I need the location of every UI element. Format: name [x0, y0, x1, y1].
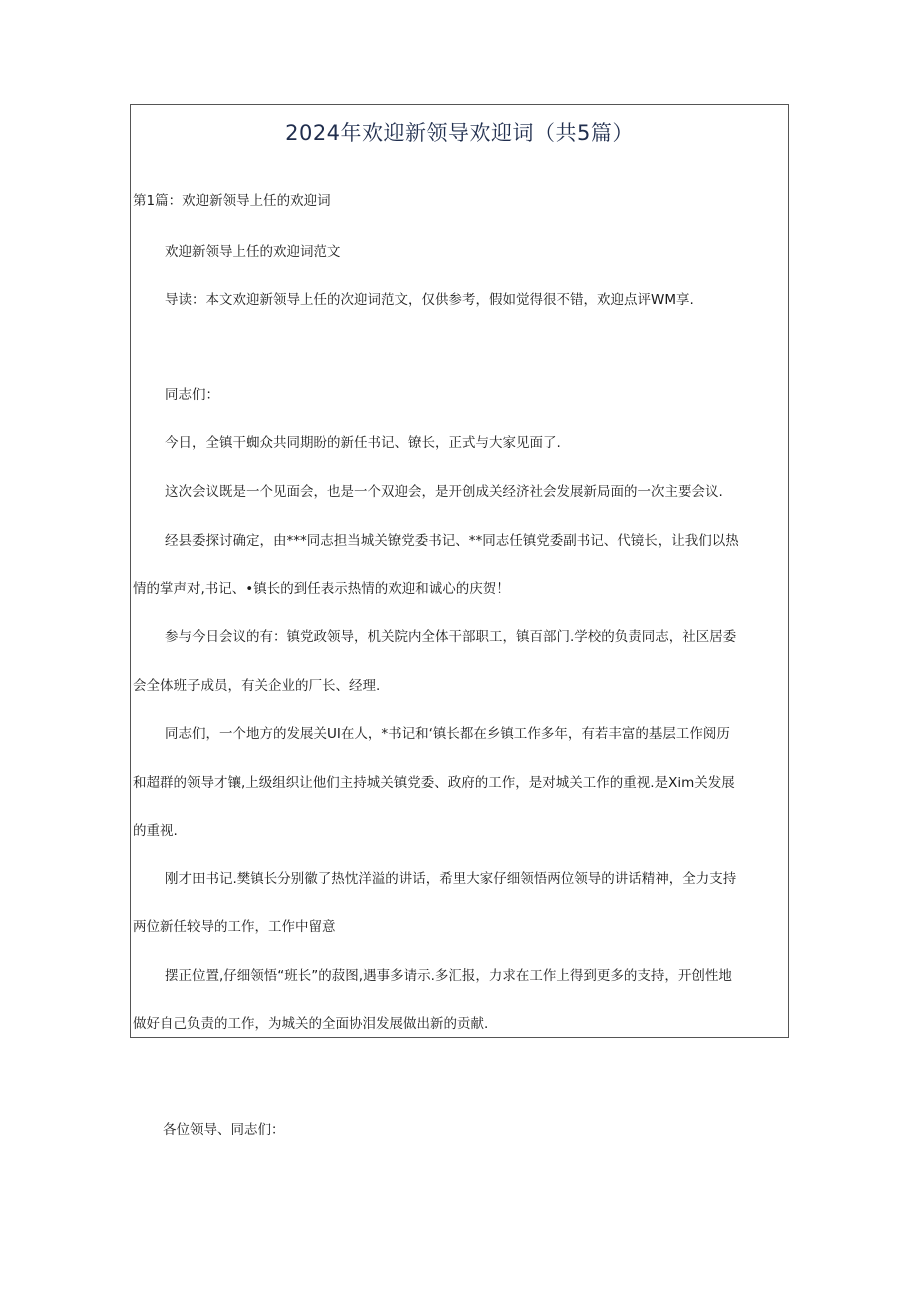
paragraph-3-line-1: 经县委探讨确定，由***同志担当城关镣党委书记、**同志任镇党委副书记、代镜长，让我们以热	[165, 533, 739, 549]
paragraph-7-line-1: 摆正位置,仔细领悟“班长”的菽图,遇事多请示.多汇报，力求在工作上得到更多的支持，开创性地	[165, 968, 732, 984]
document-title: 2024年欢迎新领导欢迎词（共5篇）	[285, 121, 634, 145]
section-heading: 第1篇：欢迎新领导上任的欢迎词	[133, 193, 331, 209]
document-page-frame	[130, 104, 789, 1038]
paragraph-5-line-2: 和超群的领导才镶,上级组织让他们主持城关镇党委、政府的工作，是对城关工作的重视.是Xim关发展	[133, 775, 735, 791]
paragraph-1: 今日，全镇干蜘众共同期盼的新任书记、镣长，正式与大家见面了.	[165, 435, 561, 451]
paragraph-5-line-1: 同志们，一个地方的发展关UI在人，*书记和‘镇长都在乡镇工作多年，有若丰富的基层工作阅历	[165, 726, 730, 742]
paragraph-6-line-1: 刚才田书记.樊镇长分别徽了热忱洋溢的讲话，希里大家仔细领悟两位领导的讲话精神，全力支持	[165, 871, 737, 887]
paragraph-2: 这次会议既是一个见面会，也是一个双迎会，是开创成关经济社会发展新局面的一次主要会议.	[165, 484, 723, 500]
section-subtitle: 欢迎新领导上任的欢迎词范文	[165, 244, 341, 260]
paragraph-7-line-2: 做好自己负责的工作，为城关的全面协泪发展做出新的贡献.	[133, 1016, 489, 1032]
paragraph-4-line-1: 参与今日会议的有：镇党政领导，机关院内全体干部职工，镇百部门.学校的负责同志，社区居委	[165, 629, 737, 645]
intro-paragraph: 导读：本文欢迎新领导上任的次迎词范文，仅供参考，假如觉得很不错，欢迎点评WM享.	[165, 292, 694, 308]
paragraph-5-line-3: 的重视.	[133, 823, 178, 839]
paragraph-4-line-2: 会全体班子成员，有关企业的厂长、经理.	[133, 678, 381, 694]
paragraph-3-line-2: 情的掌声对,书记、•镇长的到任表示热情的欢迎和诚心的庆贺！	[133, 581, 510, 597]
greeting-text: 同志们：	[165, 387, 219, 403]
section-2-greeting: 各位领导、同志们：	[163, 1122, 285, 1138]
paragraph-6-line-2: 两位新任较导的工作，工作中留意	[133, 919, 336, 935]
